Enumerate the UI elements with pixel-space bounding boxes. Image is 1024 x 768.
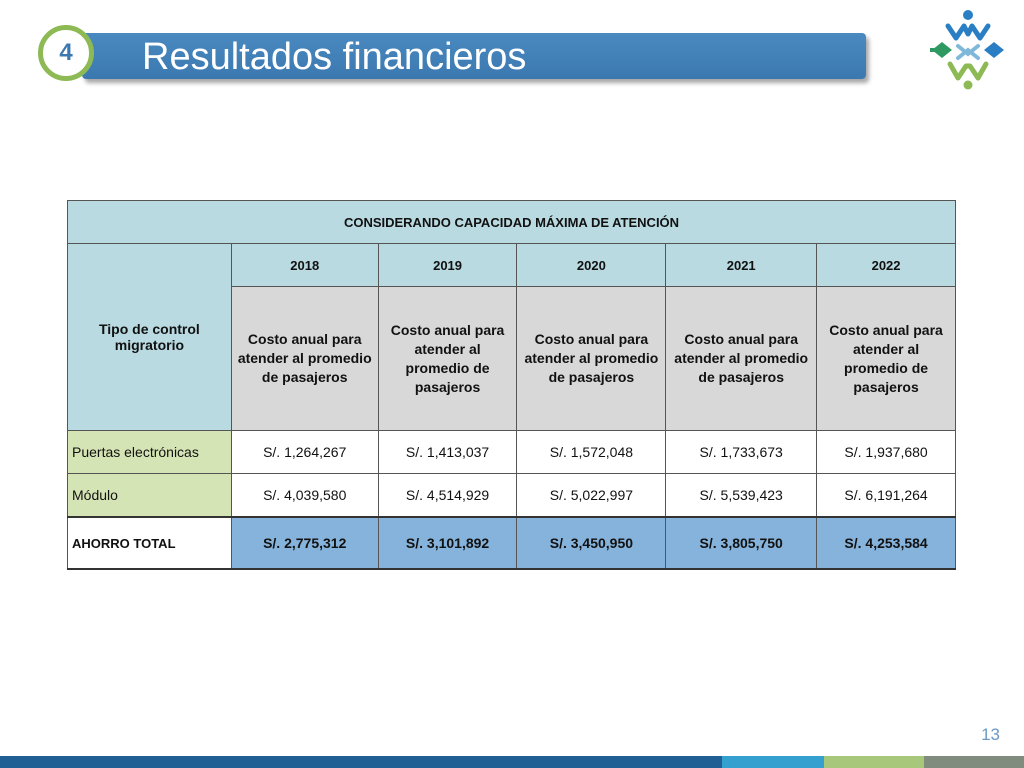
row-label: Módulo <box>68 474 232 518</box>
column-description: Costo anual para atender al promedio de pasajeros <box>378 287 517 431</box>
footer-bar-green <box>824 756 924 768</box>
year-header: 2021 <box>666 244 817 287</box>
year-header: 2022 <box>817 244 956 287</box>
column-description: Costo anual para atender al promedio de pasajeros <box>666 287 817 431</box>
total-cell: S/. 2,775,312 <box>231 517 378 569</box>
total-label: AHORRO TOTAL <box>68 517 232 569</box>
page-number: 13 <box>981 725 1000 744</box>
table-cell: S/. 4,039,580 <box>231 474 378 518</box>
column-description: Costo anual para atender al promedio de pasajeros <box>517 287 666 431</box>
section-number-badge: 4 <box>38 25 94 81</box>
year-header: 2019 <box>378 244 517 287</box>
footer-bar-light <box>722 756 824 768</box>
year-header: 2018 <box>231 244 378 287</box>
table-header-row <box>68 201 956 244</box>
table-cell: S/. 1,264,267 <box>231 431 378 474</box>
table-cell: S/. 6,191,264 <box>817 474 956 518</box>
type-header: Tipo de control migratorio <box>68 244 232 431</box>
total-cell: S/. 3,805,750 <box>666 517 817 569</box>
mw-logo-icon <box>926 6 1010 90</box>
table-cell: S/. 1,572,048 <box>517 431 666 474</box>
table-row <box>68 474 956 518</box>
financial-results-table <box>67 200 956 570</box>
footer-bar-dark <box>0 756 722 768</box>
table-cell: S/. 1,413,037 <box>378 431 517 474</box>
row-label: Puertas electrónicas <box>68 431 232 474</box>
slide-title: Resultados financieros <box>142 36 527 78</box>
table-cell: S/. 4,514,929 <box>378 474 517 518</box>
table-cell: S/. 1,937,680 <box>817 431 956 474</box>
total-cell: S/. 3,450,950 <box>517 517 666 569</box>
total-cell: S/. 4,253,584 <box>817 517 956 569</box>
total-row <box>68 517 956 569</box>
table-row <box>68 431 956 474</box>
footer-bar-gray <box>924 756 1024 768</box>
total-cell: S/. 3,101,892 <box>378 517 517 569</box>
table-cell: S/. 5,022,997 <box>517 474 666 518</box>
table-cell: S/. 1,733,673 <box>666 431 817 474</box>
table-cell: S/. 5,539,423 <box>666 474 817 518</box>
years-row <box>68 244 956 287</box>
table-main-header: CONSIDERANDO CAPACIDAD MÁXIMA DE ATENCIÓN <box>68 201 956 244</box>
column-description: Costo anual para atender al promedio de pasajeros <box>817 287 956 431</box>
column-description: Costo anual para atender al promedio de pasajeros <box>231 287 378 431</box>
year-header: 2020 <box>517 244 666 287</box>
